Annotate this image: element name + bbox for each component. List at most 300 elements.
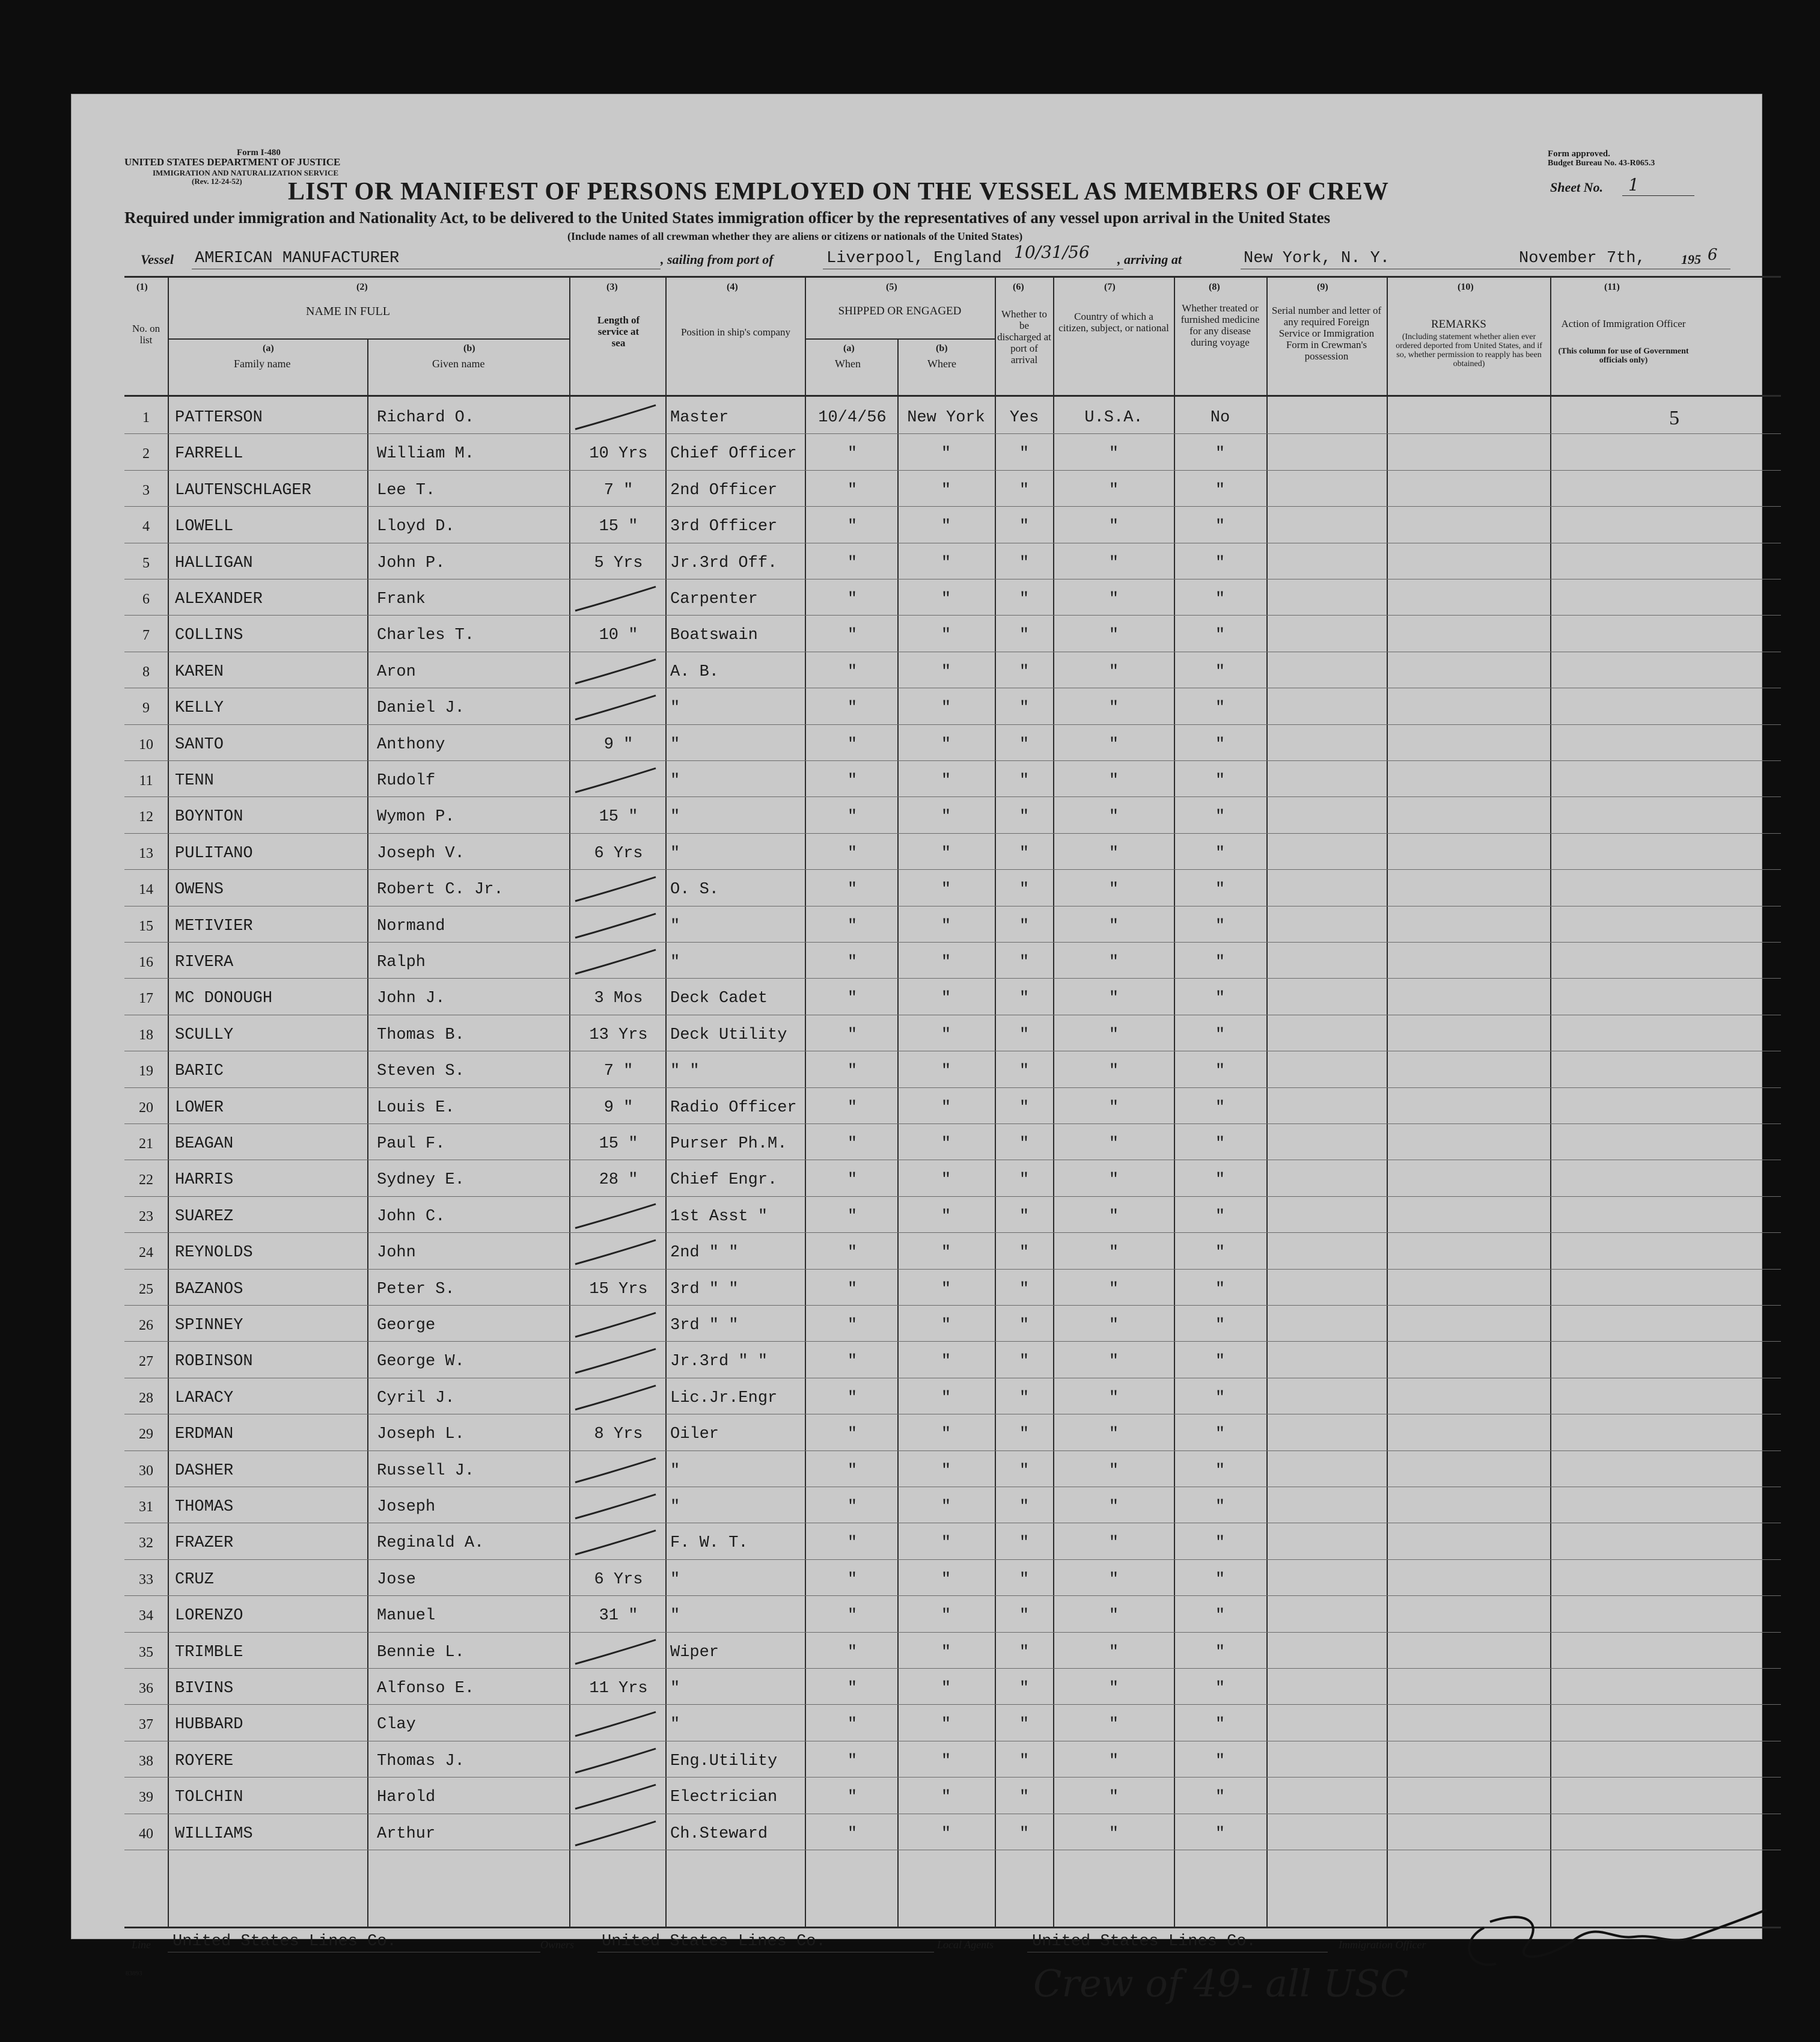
cell-no: 32 — [139, 1535, 153, 1551]
cell-medicine: " — [1215, 1607, 1226, 1625]
length-dash-mark — [572, 400, 662, 436]
header-when-a: (a) — [843, 343, 855, 353]
cell-medicine: " — [1215, 1570, 1226, 1589]
cell-family: BARIC — [175, 1062, 224, 1081]
cell-given: Thomas B. — [377, 1026, 465, 1044]
length-dash-mark — [572, 1344, 662, 1380]
col-number-2: (2) — [356, 282, 368, 292]
cell-family: SUAREZ — [175, 1207, 234, 1226]
length-dash-mark — [572, 945, 662, 981]
cell-position: Oiler — [670, 1425, 719, 1444]
cell-medicine: " — [1215, 481, 1226, 500]
cell-length: 6 Yrs — [594, 844, 643, 863]
length-dash-mark — [572, 1490, 662, 1526]
length-dash-mark — [572, 1744, 662, 1780]
cell-given: Thomas J. — [377, 1752, 465, 1770]
cell-medicine: " — [1215, 1752, 1226, 1770]
cell-medicine: " — [1215, 989, 1226, 1008]
cell-no: 24 — [139, 1245, 153, 1261]
cell-when: " — [847, 917, 858, 935]
cell-where: " — [941, 1280, 951, 1298]
form-number: Form I-480 — [237, 148, 281, 157]
owners-value: United States Lines Co. — [602, 1933, 826, 1951]
length-dash-mark — [572, 1635, 662, 1671]
cell-discharged: " — [1019, 554, 1030, 572]
cell-medicine: " — [1215, 1062, 1226, 1081]
cell-discharged: " — [1019, 481, 1030, 500]
cell-medicine: " — [1215, 881, 1226, 899]
cell-discharged: Yes — [1009, 409, 1039, 427]
cell-family: RIVERA — [175, 953, 234, 971]
cell-discharged: " — [1019, 772, 1030, 790]
length-dash-mark — [572, 1381, 662, 1417]
cell-where: " — [941, 1716, 951, 1734]
cell-family: LOWELL — [175, 518, 234, 536]
cell-family: ROYERE — [175, 1752, 234, 1770]
cell-discharged: " — [1019, 808, 1030, 827]
cell-where: " — [941, 1425, 951, 1444]
cell-no: 40 — [139, 1826, 153, 1842]
cell-family: COLLINS — [175, 626, 243, 645]
cell-given: Lloyd D. — [377, 518, 455, 536]
header-remarks-note: (Including statement whether alien ever ordered deported from United States, and if so, whether permission to reapply has been obtained) — [1396, 332, 1542, 368]
cell-given: Rudolf — [377, 772, 436, 790]
cell-family: KELLY — [175, 699, 224, 718]
cell-where: " — [941, 1389, 951, 1407]
col-number-10: (10) — [1458, 282, 1474, 292]
row-separator — [124, 615, 1781, 616]
cell-when: " — [847, 1570, 858, 1589]
cell-position: Master — [670, 409, 729, 427]
action-mark: 5 — [1669, 407, 1679, 429]
cell-no: 5 — [142, 555, 150, 571]
cell-given: Joseph — [377, 1498, 436, 1516]
header-family-name: Family name — [234, 358, 291, 370]
vessel-label: Vessel — [141, 252, 174, 267]
cell-where: " — [941, 1643, 951, 1661]
header-length: Length of service at sea — [597, 314, 640, 349]
cell-country: " — [1108, 1461, 1119, 1480]
row-separator — [124, 978, 1781, 979]
header-serial: Serial number and letter of any required Foreign Service or Immigration Form in Crewman's possession — [1271, 305, 1382, 362]
cell-medicine: " — [1215, 917, 1226, 935]
cell-medicine: " — [1215, 1824, 1226, 1843]
budget-bureau: Budget Bureau No. 43-R065.3 — [1548, 159, 1655, 168]
cell-family: LARACY — [175, 1389, 234, 1407]
cell-when: " — [847, 808, 858, 827]
cell-given: Arthur — [377, 1824, 436, 1843]
cell-length: 8 Yrs — [594, 1425, 643, 1444]
cell-discharged: " — [1019, 1207, 1030, 1226]
year-digit: 6 — [1708, 246, 1718, 264]
cell-given: Richard O. — [377, 409, 475, 427]
cell-given: Peter S. — [377, 1280, 455, 1298]
cell-no: 34 — [139, 1608, 153, 1624]
cell-given: Alfonso E. — [377, 1680, 475, 1698]
cell-country: " — [1108, 1207, 1119, 1226]
row-separator — [124, 869, 1781, 870]
cell-medicine: " — [1215, 1498, 1226, 1516]
cell-discharged: " — [1019, 989, 1030, 1008]
cell-when: " — [847, 1026, 858, 1044]
cell-given: Bennie L. — [377, 1643, 465, 1661]
cell-when: " — [847, 881, 858, 899]
cell-when: " — [847, 1171, 858, 1190]
cell-length: 11 Yrs — [589, 1680, 648, 1698]
cell-position: " — [670, 735, 680, 754]
agency-line-2: IMMIGRATION AND NATURALIZATION SERVICE — [153, 168, 339, 177]
header-name-in-full: NAME IN FULL — [306, 305, 390, 318]
cell-no: 13 — [139, 845, 153, 861]
cell-where: " — [941, 1026, 951, 1044]
cell-position: " — [670, 808, 680, 827]
cell-where: " — [941, 808, 951, 827]
arrival-port: New York, N. Y. — [1244, 249, 1390, 267]
cell-discharged: " — [1019, 1534, 1030, 1553]
cell-given: Joseph V. — [377, 844, 465, 863]
cell-medicine: " — [1215, 626, 1226, 645]
cell-medicine: " — [1215, 1643, 1226, 1661]
cell-position: " — [670, 772, 680, 790]
cell-family: BAZANOS — [175, 1280, 243, 1298]
cell-when: " — [847, 1716, 858, 1734]
cell-when: " — [847, 1824, 858, 1843]
cell-given: Robert C. Jr. — [377, 881, 504, 899]
cell-country: " — [1108, 1534, 1119, 1553]
handwritten-note: Crew of 49- all USC — [1033, 1961, 1409, 2005]
form-revision: (Rev. 12-24-52) — [192, 177, 242, 186]
cell-no: 22 — [139, 1172, 153, 1188]
length-dash-mark — [572, 1199, 662, 1235]
cell-length: 9 " — [603, 735, 634, 754]
cell-where: " — [941, 662, 951, 681]
cell-where: " — [941, 590, 951, 608]
header-where: Where — [927, 358, 956, 370]
cell-when: " — [847, 1498, 858, 1516]
cell-discharged: " — [1019, 662, 1030, 681]
length-dash-mark — [572, 582, 662, 618]
cell-position: Chief Engr. — [670, 1171, 778, 1190]
cell-discharged: " — [1019, 1643, 1030, 1661]
cell-where: " — [941, 772, 951, 790]
cell-when: " — [847, 518, 858, 536]
cell-position: Jr.3rd " " — [670, 1353, 768, 1371]
cell-discharged: " — [1019, 699, 1030, 718]
cell-no: 20 — [139, 1099, 153, 1116]
cell-family: WILLIAMS — [175, 1824, 253, 1843]
cell-where: " — [941, 989, 951, 1008]
header-no-on-list: No. on list — [132, 323, 160, 346]
cell-given: Wymon P. — [377, 808, 455, 827]
cell-country: " — [1108, 1607, 1119, 1625]
cell-no: 15 — [139, 918, 153, 934]
row-separator — [124, 1632, 1781, 1633]
cell-where: " — [941, 1062, 951, 1081]
cell-discharged: " — [1019, 1570, 1030, 1589]
col-number-6: (6) — [1013, 282, 1024, 292]
cell-country: " — [1108, 1244, 1119, 1262]
cell-medicine: " — [1215, 953, 1226, 971]
cell-given: Louis E. — [377, 1098, 455, 1117]
manifest-note: (Include names of all crewman whether they are aliens or citizens or nationals of the United States) — [567, 230, 1023, 242]
cell-when: " — [847, 590, 858, 608]
cell-when: " — [847, 772, 858, 790]
cell-position: Deck Cadet — [670, 989, 768, 1008]
cell-family: MC DONOUGH — [175, 989, 273, 1008]
cell-discharged: " — [1019, 1171, 1030, 1190]
cell-family: ERDMAN — [175, 1425, 234, 1444]
cell-country: " — [1108, 953, 1119, 971]
cell-medicine: " — [1215, 1098, 1226, 1117]
cell-position: F. W. T. — [670, 1534, 748, 1553]
cell-discharged: " — [1019, 917, 1030, 935]
row-separator — [124, 1341, 1781, 1342]
owners-label: Owners — [540, 1939, 575, 1951]
cell-no: 35 — [139, 1644, 153, 1660]
cell-position: " — [670, 917, 680, 935]
cell-when: " — [847, 735, 858, 754]
cell-family: BIVINS — [175, 1680, 234, 1698]
cell-discharged: " — [1019, 1425, 1030, 1444]
cell-discharged: " — [1019, 1788, 1030, 1807]
cell-length: 6 Yrs — [594, 1570, 643, 1589]
cell-medicine: " — [1215, 772, 1226, 790]
cell-no: 6 — [142, 592, 150, 607]
cell-family: LOWER — [175, 1098, 224, 1117]
cell-position: Chief Officer — [670, 445, 797, 463]
cell-length: 15 Yrs — [589, 1280, 648, 1298]
cell-country: " — [1108, 772, 1119, 790]
manifest-sheet — [71, 94, 1762, 2005]
cell-given: Steven S. — [377, 1062, 465, 1081]
cell-family: DASHER — [175, 1461, 234, 1480]
cell-where: " — [941, 1316, 951, 1334]
header-action-note: (This column for use of Government officials only) — [1558, 347, 1689, 365]
vessel-name: AMERICAN MANUFACTURER — [195, 249, 400, 267]
cell-length: 5 Yrs — [594, 554, 643, 572]
cell-position: Deck Utility — [670, 1026, 787, 1044]
cell-given: Jose — [377, 1570, 416, 1589]
cell-medicine: " — [1215, 1244, 1226, 1262]
cell-no: 21 — [139, 1136, 153, 1152]
cell-medicine: " — [1215, 735, 1226, 754]
cell-position: " — [670, 1461, 680, 1480]
cell-given: Manuel — [377, 1607, 436, 1625]
header-given-name: Given name — [432, 358, 485, 370]
cell-given: John C. — [377, 1207, 445, 1226]
length-dash-mark — [572, 1235, 662, 1271]
row-separator — [124, 1777, 1781, 1778]
cell-medicine: " — [1215, 1026, 1226, 1044]
cell-given: William M. — [377, 445, 475, 463]
cell-position: " — [670, 1680, 680, 1698]
row-separator — [124, 1269, 1781, 1270]
cell-medicine: " — [1215, 1389, 1226, 1407]
cell-when: " — [847, 1461, 858, 1480]
cell-medicine: " — [1215, 1171, 1226, 1190]
cell-country: " — [1108, 626, 1119, 645]
col-number-4: (4) — [727, 282, 738, 292]
cell-country: " — [1108, 1498, 1119, 1516]
row-separator — [124, 796, 1781, 797]
cell-no: 39 — [139, 1790, 153, 1806]
cell-country: " — [1108, 808, 1119, 827]
cell-discharged: " — [1019, 1098, 1030, 1117]
cell-where: " — [941, 518, 951, 536]
cell-where: " — [941, 626, 951, 645]
cell-medicine: No — [1210, 409, 1230, 427]
cell-when: " — [847, 989, 858, 1008]
cell-country: " — [1108, 917, 1119, 935]
length-dash-mark — [572, 1707, 662, 1743]
cell-no: 31 — [139, 1499, 153, 1515]
cell-position: Electrician — [670, 1788, 778, 1807]
length-dash-mark — [572, 1817, 662, 1853]
cell-discharged: " — [1019, 735, 1030, 754]
cell-family: TRIMBLE — [175, 1643, 243, 1661]
cell-where: " — [941, 481, 951, 500]
cell-country: " — [1108, 881, 1119, 899]
cell-discharged: " — [1019, 881, 1030, 899]
cell-given: John — [377, 1244, 416, 1262]
cell-family: THOMAS — [175, 1498, 234, 1516]
cell-no: 25 — [139, 1281, 153, 1297]
cell-when: " — [847, 1280, 858, 1298]
cell-when: " — [847, 1389, 858, 1407]
cell-given: George — [377, 1316, 436, 1334]
cell-where: " — [941, 1353, 951, 1371]
cell-family: LORENZO — [175, 1607, 243, 1625]
cell-where: " — [941, 953, 951, 971]
header-where-b: (b) — [936, 343, 948, 353]
col-number-5: (5) — [886, 282, 897, 292]
cell-no: 2 — [142, 446, 150, 462]
cell-position: " — [670, 1607, 680, 1625]
cell-medicine: " — [1215, 1788, 1226, 1807]
form-approved: Form approved. — [1548, 149, 1610, 159]
cell-length: 13 Yrs — [589, 1026, 648, 1044]
cell-medicine: " — [1215, 1716, 1226, 1734]
cell-where: " — [941, 917, 951, 935]
cell-country: " — [1108, 1026, 1119, 1044]
cell-when: " — [847, 481, 858, 500]
cell-when: " — [847, 1098, 858, 1117]
cell-position: " — [670, 844, 680, 863]
cell-family: TOLCHIN — [175, 1788, 243, 1807]
cell-position: Purser Ph.M. — [670, 1135, 787, 1153]
col-number-7: (7) — [1104, 282, 1116, 292]
cell-family: PATTERSON — [175, 409, 263, 427]
cell-when: " — [847, 554, 858, 572]
header-discharged: Whether to be discharged at port of arrival — [997, 308, 1051, 365]
col-number-11: (11) — [1604, 282, 1620, 292]
cell-when: " — [847, 1244, 858, 1262]
cell-when: " — [847, 1680, 858, 1698]
cell-medicine: " — [1215, 699, 1226, 718]
cell-length: 3 Mos — [594, 989, 643, 1008]
cell-given: Anthony — [377, 735, 445, 754]
row-separator — [124, 760, 1781, 761]
row-separator — [124, 942, 1781, 943]
cell-country: U.S.A. — [1084, 409, 1143, 427]
cell-when: " — [847, 1534, 858, 1553]
officer-signature — [1454, 1904, 1791, 1976]
cell-country: " — [1108, 844, 1119, 863]
cell-given: Charles T. — [377, 626, 475, 645]
cell-position: " " — [670, 1062, 700, 1081]
row-separator — [124, 1450, 1781, 1451]
cell-length: 10 " — [599, 626, 638, 645]
row-separator — [124, 833, 1781, 834]
cell-family: FARRELL — [175, 445, 243, 463]
cell-country: " — [1108, 1752, 1119, 1770]
col-number-3: (3) — [606, 282, 618, 292]
cell-discharged: " — [1019, 1135, 1030, 1153]
cell-position: " — [670, 1570, 680, 1589]
cell-where: " — [941, 1171, 951, 1190]
cell-length: 9 " — [603, 1098, 634, 1117]
cell-discharged: " — [1019, 1461, 1030, 1480]
sailing-port: Liverpool, England — [826, 249, 1002, 267]
cell-when: " — [847, 1353, 858, 1371]
cell-discharged: " — [1019, 1498, 1030, 1516]
length-dash-mark — [572, 1308, 662, 1344]
cell-position: 2nd " " — [670, 1244, 739, 1262]
cell-country: " — [1108, 518, 1119, 536]
cell-medicine: " — [1215, 808, 1226, 827]
cell-when: " — [847, 445, 858, 463]
cell-country: " — [1108, 1788, 1119, 1807]
cell-country: " — [1108, 1643, 1119, 1661]
cell-where: " — [941, 1244, 951, 1262]
cell-where: " — [941, 1607, 951, 1625]
cell-given: Lee T. — [377, 481, 436, 500]
cell-when: " — [847, 1643, 858, 1661]
line-label: Line — [132, 1939, 151, 1951]
cell-no: 37 — [139, 1717, 153, 1733]
cell-length: 31 " — [599, 1607, 638, 1625]
sailing-label: , sailing from port of — [661, 252, 774, 267]
cell-country: " — [1108, 554, 1119, 572]
cell-no: 36 — [139, 1681, 153, 1696]
cell-where: " — [941, 844, 951, 863]
cell-where: " — [941, 1680, 951, 1698]
row-separator — [124, 1196, 1781, 1197]
line-value: United States Lines Co. — [173, 1933, 397, 1951]
cell-when: " — [847, 1135, 858, 1153]
cell-country: " — [1108, 1389, 1119, 1407]
row-separator — [124, 1704, 1781, 1705]
row-separator — [124, 470, 1781, 471]
cell-given: Sydney E. — [377, 1171, 465, 1190]
cell-discharged: " — [1019, 1607, 1030, 1625]
cell-position: Boatswain — [670, 626, 758, 645]
cell-position: Eng.Utility — [670, 1752, 778, 1770]
arriving-label: , arriving at — [1117, 252, 1182, 267]
cell-no: 3 — [142, 482, 150, 498]
agents-label: Local Agents — [937, 1939, 994, 1951]
cell-length: 28 " — [599, 1171, 638, 1190]
length-dash-mark — [572, 1780, 662, 1816]
agency-line-1: UNITED STATES DEPARTMENT OF JUSTICE — [124, 156, 341, 168]
cell-position: 3rd " " — [670, 1316, 739, 1334]
cell-family: ALEXANDER — [175, 590, 263, 608]
cell-position: 3rd " " — [670, 1280, 739, 1298]
header-shipped: SHIPPED OR ENGAGED — [838, 305, 962, 317]
cell-position: Lic.Jr.Engr — [670, 1389, 778, 1407]
col-number-9: (9) — [1317, 282, 1328, 292]
cell-where: " — [941, 1098, 951, 1117]
